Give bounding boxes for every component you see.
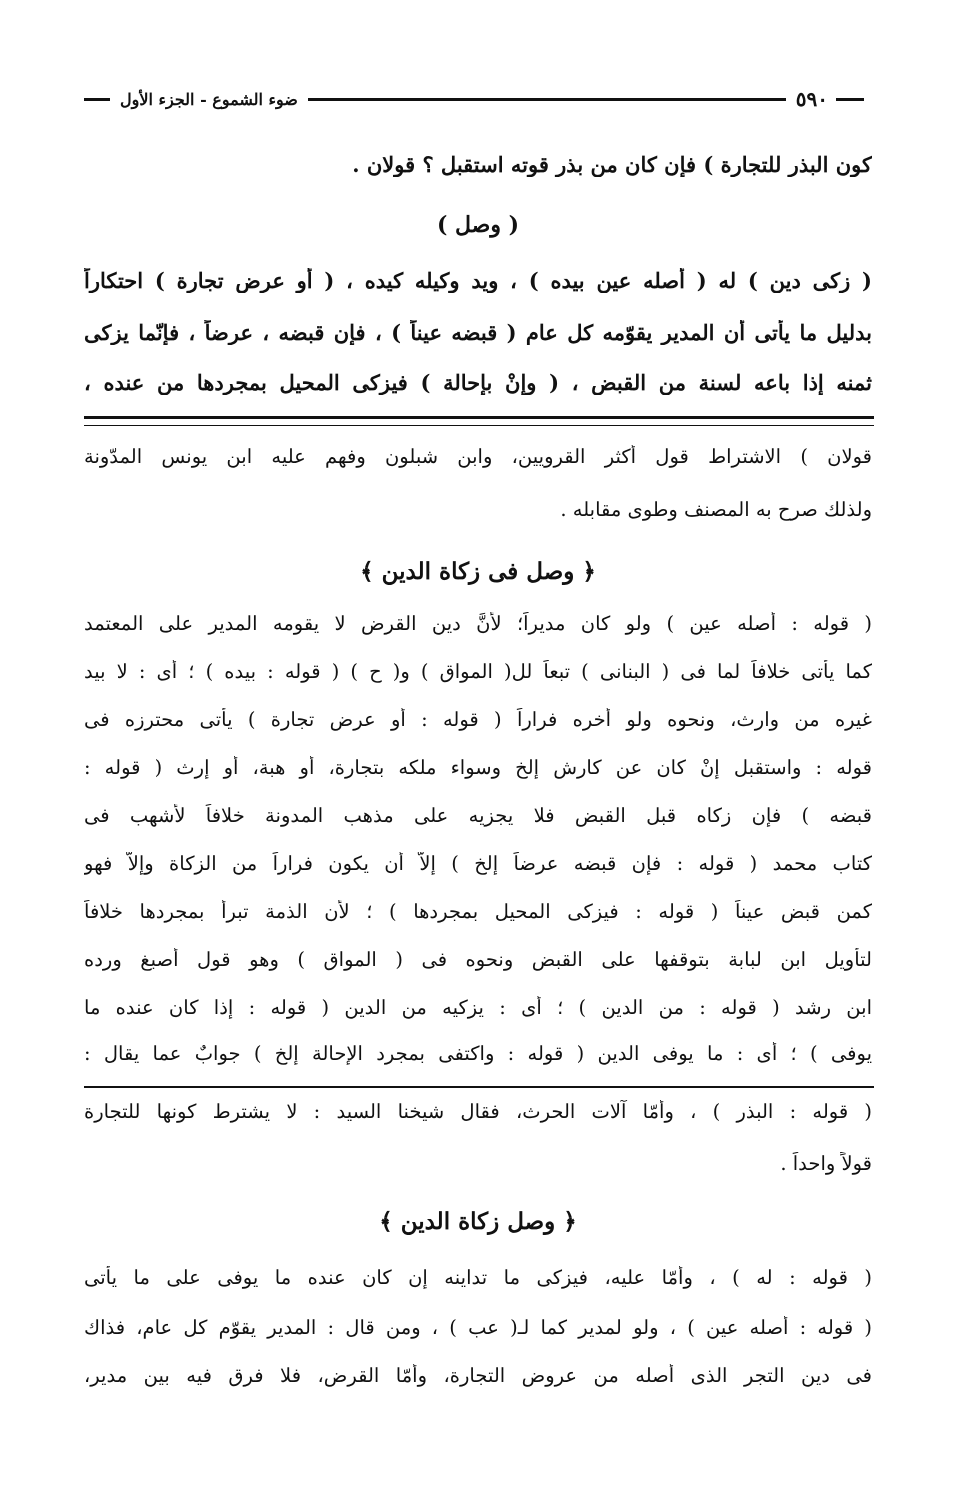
- commentary-line: قولان ) الاشتراط قول أكثر القرويين، وابن شبلون وفهم عليه ابن يونس المدّونة: [84, 445, 872, 468]
- main-continuation: كون البذر للتجارة ) فإن كان من بذر قوته استقبل ؟ قولان .: [352, 152, 872, 177]
- footnote-line: قولاً واحداً .: [780, 1152, 872, 1175]
- page-number: ٥٩٠: [795, 87, 828, 111]
- commentary-line: ( قوله : أصله عين ) ولو كان مديراً؛ لأنَّ دين القرض لا يقومه المدير على المعتمد: [84, 612, 872, 635]
- commentary-line: لتأويل ابن لبابة بتوقفها على القبض ونحوه فى ( المواق ) وهو قول أصبغ ورده: [84, 948, 872, 971]
- commentary-line: قوله : واستقبل إنْ كان عن كارش إلخ وسواء ملكه بتجارة، أو هبة، أو إرث ( قوله :: [84, 756, 872, 779]
- section-heading: ﴿ وصل فى زكاة الدين ﴾: [360, 558, 596, 585]
- separator-double-top: [84, 416, 874, 419]
- commentary-line: قبضه ) فإن زكاه قبل القبض فلا يجزيه على مذهب المدونة خلافاً لأشهب فى: [84, 804, 872, 827]
- separator-line: [84, 1086, 874, 1088]
- commentary-line: كتاب محمد ( قوله : فإن قبضه عرضاً إلخ ) إلاّ أن يكون فراراً من الزكاة وإلاّ فهو: [84, 852, 872, 875]
- footnote-line: ( قوله : البذر ) ، وأمّا آلات الحرث، فقال شيخنا السيد : لا يشترط كونها للتجارة: [84, 1100, 872, 1123]
- commentary-line: ولذلك صرح به المصنف وطوى مقابله .: [560, 498, 872, 521]
- book-title: ضوء الشموع - الجزء الأول: [120, 89, 298, 109]
- main-text-line: بدليل ما يأتى أن المدير يقوّمه كل عام ( قبضه عيناً ) ، فإن قبضه ، عرضاً ، فإنّما يزكى: [84, 320, 872, 345]
- main-section-heading: ( وصل ): [436, 212, 520, 238]
- main-text-line: ثمنه إذا باعه لسنة من القبض ، ( وإنْ بإحالة ) فيزكى المحيل بمجردها من عنده ،: [84, 370, 872, 395]
- header-rule: [308, 98, 786, 101]
- commentary-line: فى دين التجر الذى أصله من عروض التجارة، وأمّا القرض، فلا فرق فيه بين مدير،: [84, 1364, 872, 1387]
- running-header: [84, 84, 872, 114]
- commentary-line: كمن قبض عيناً ( قوله : فيزكى المحيل بمجردها ) ؛ لأن الذمة تبرأ بمجردها خلافاً: [84, 900, 872, 923]
- commentary-line: ( قوله : له ) ، وأمّا عليه، فيزكى ما تداينه إن كان عنده ما يوفى على ما يأتى: [84, 1266, 872, 1289]
- header-dash: [836, 98, 864, 101]
- commentary-line: يوفى ) ؛ أى : ما يوفى الدين ( قوله : واكتفى بمجرد الإحالة إلخ ) جوابٌ عما يقال :: [84, 1042, 872, 1065]
- commentary-line: ( قوله : أصله عين ) ، ولو لمدير كما لـ( عب ) ، ومن قال : المدير يقوّم كل عام، فذاك: [84, 1316, 872, 1339]
- main-text-line: ( زكى دين ) له ( أصله عين بيده ) ، ويد وكيله كيده ، ( أو عرض تجارة ) احتكاراً: [84, 268, 872, 293]
- commentary-line: كما يأتى خلافاً لما فى ( البنانى ) تبعاً لل( المواق ) و( ح ) ( قوله : بيده ) ؛ أى : لا بيد: [84, 660, 872, 683]
- separator-double-bottom: [84, 425, 874, 426]
- commentary-line: ابن رشد ( قوله : من الدين ) ؛ أى : يزكيه من الدين ( قوله : إذا كان عنده ما: [84, 996, 872, 1019]
- section-heading: ﴿ وصل زكاة الدين ﴾: [379, 1208, 577, 1235]
- commentary-line: غيره من وارث، ونحوه ولو أخره فراراً ( قوله : أو عرض تجارة ) يأتى محترزه فى: [84, 708, 872, 731]
- header-dash: [84, 98, 110, 101]
